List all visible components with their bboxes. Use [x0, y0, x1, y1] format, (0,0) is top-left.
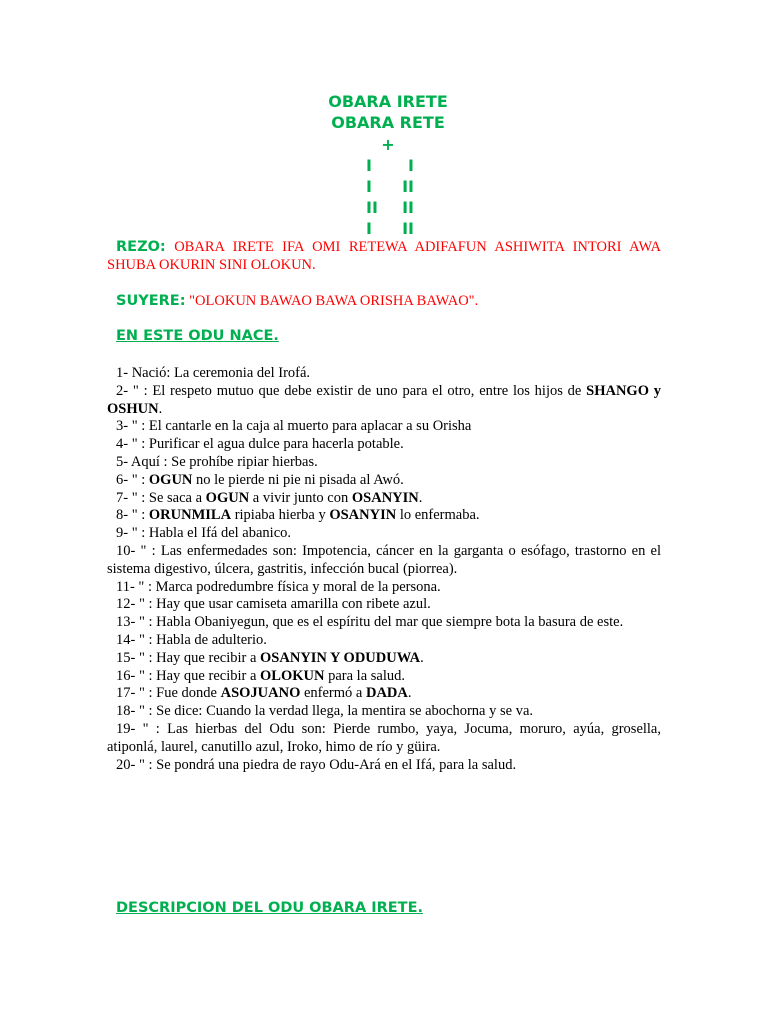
list-item [107, 525, 661, 543]
heading-en-este-odu-nace: EN ESTE ODU NACE. [116, 328, 279, 344]
list-item [107, 703, 661, 721]
list-item-text: ripiaba hierba y [231, 507, 330, 524]
list-item-emphasis: OSANYIN Y ODUDUWA [260, 649, 421, 666]
suyere-text: "OLOKUN BAWAO BAWA ORISHA BAWAO". [189, 293, 479, 309]
odu-mark-left: II [366, 198, 378, 217]
list-item [107, 596, 661, 614]
list-item-text: enfermó a [300, 685, 366, 702]
list-item-text: 2- " : El respeto mutuo que debe existir de uno para el otro, entre los hijos de [116, 382, 587, 399]
list-item [107, 632, 661, 650]
list-item [107, 472, 661, 490]
list-item-emphasis: OSANYIN [329, 507, 397, 524]
list-item-text: no le pierde ni pie ni pisada al Awó. [192, 471, 404, 488]
suyere-label: SUYERE: [116, 293, 186, 309]
list-item-text: para la salud. [324, 667, 406, 684]
list-item [107, 614, 661, 632]
list-item-text: . [407, 685, 412, 702]
list-item [107, 436, 661, 454]
list-item-emphasis: OGUN [205, 489, 250, 506]
title-plus-sign: + [381, 135, 395, 154]
list-item [107, 650, 661, 668]
list-item-text: 13- " : Habla Obaniyegun, que es el espíritu del mar que siempre bota la basura de este. [116, 614, 624, 631]
list-item [107, 579, 661, 597]
list-item [107, 365, 661, 383]
list-item [107, 721, 661, 757]
odu-sign-row [366, 197, 414, 218]
list-item-text: 19- " : Las hierbas del Odu son: Pierde rumbo, yaya, Jocuma, moruro, ayúa, grosella, atiponlá, laurel, canutillo azul, Iroko, himo de río y güira. [107, 720, 661, 755]
list-item-text: 3- " : El cantarle en la caja al muerto para aplacar a su Orisha [116, 418, 472, 435]
list-item-text: 9- " : Habla el Ifá del abanico. [116, 525, 292, 542]
list-item-emphasis: SHANGO y OSHUN [107, 382, 662, 417]
list-item-text: 8- " : [116, 507, 149, 524]
odu-mark-left: I [366, 177, 372, 196]
list-item-emphasis: ASOJUANO [220, 685, 301, 702]
heading-descripcion: DESCRIPCION DEL ODU OBARA IRETE. [116, 900, 423, 916]
list-item [107, 383, 661, 419]
list-item-emphasis: OSANYIN [351, 489, 419, 506]
list-item-text: 7- " : Se saca a [116, 489, 206, 506]
list-item-text: 16- " : Hay que recibir a [116, 667, 261, 684]
list-item [107, 490, 661, 508]
list-item-text: . [420, 649, 424, 666]
list-item-text: 11- " : Marca podredumbre física y moral de la persona. [116, 578, 441, 595]
list-item-emphasis: ORUNMILA [148, 507, 232, 524]
odu-sign-row [366, 218, 414, 239]
odu-mark-right: II [402, 198, 414, 217]
list-item-text: 18- " : Se dice: Cuando la verdad llega, la mentira se abochorna y se va. [116, 703, 534, 720]
list-item-text: a vivir junto con [249, 489, 352, 506]
list-item [107, 543, 661, 579]
title-line-1: OBARA IRETE [328, 92, 448, 111]
list-item-text: 10- " : Las enfermedades son: Impotencia, cáncer en la garganta o esófago, trastorno en el sistema digestivo, úlcera, gastritis, infección bucal (piorrea). [107, 542, 661, 577]
list-item-text: lo enfermaba. [396, 507, 480, 524]
odu-mark-right: II [402, 219, 414, 238]
list-item-emphasis: DADA [365, 685, 408, 702]
list-item-text: 14- " : Habla de adulterio. [116, 631, 267, 648]
list-item-text: 20- " : Se pondrá una piedra de rayo Odu-Ará en el Ifá, para la salud. [116, 756, 517, 773]
list-item-text: 17- " : Fue donde [116, 685, 221, 702]
odu-mark-left: I [366, 219, 372, 238]
nace-list [107, 365, 661, 774]
list-item-text: . [158, 400, 163, 417]
rezo-paragraph [107, 238, 661, 274]
odu-mark-right: II [402, 177, 414, 196]
odu-sign [366, 155, 414, 239]
odu-mark-left: I [366, 156, 372, 175]
rezo-label: REZO: [116, 239, 166, 255]
suyere-paragraph [107, 292, 661, 310]
list-item-text: 4- " : Purificar el agua dulce para hacerla potable. [116, 436, 404, 453]
rezo-text: OBARA IRETE IFA OMI RETEWA ADIFAFUN ASHIWITA INTORI AWA SHUBA OKURIN SINI OLOKUN. [107, 239, 661, 273]
list-item-text: 1- Nació: La ceremonia del Irofá. [116, 365, 311, 381]
list-item [107, 507, 661, 525]
list-item-text: 12- " : Hay que usar camiseta amarilla con ribete azul. [116, 596, 431, 613]
list-item-text: 6- " : [116, 471, 149, 488]
list-item-emphasis: OGUN [148, 471, 193, 488]
list-item [107, 668, 661, 686]
list-item [107, 685, 661, 703]
list-item [107, 418, 661, 436]
list-item-text: 5- Aquí : Se prohíbe ripiar hierbas. [116, 453, 318, 470]
list-item [107, 454, 661, 472]
title-line-2: OBARA RETE [331, 113, 445, 132]
list-item-text: . [418, 489, 423, 506]
list-item-emphasis: OLOKUN [260, 667, 325, 684]
list-item-text: 15- " : Hay que recibir a [116, 649, 261, 666]
odu-sign-row [366, 155, 414, 176]
list-item [107, 757, 661, 775]
odu-sign-row [366, 176, 414, 197]
odu-mark-right: I [408, 156, 414, 175]
